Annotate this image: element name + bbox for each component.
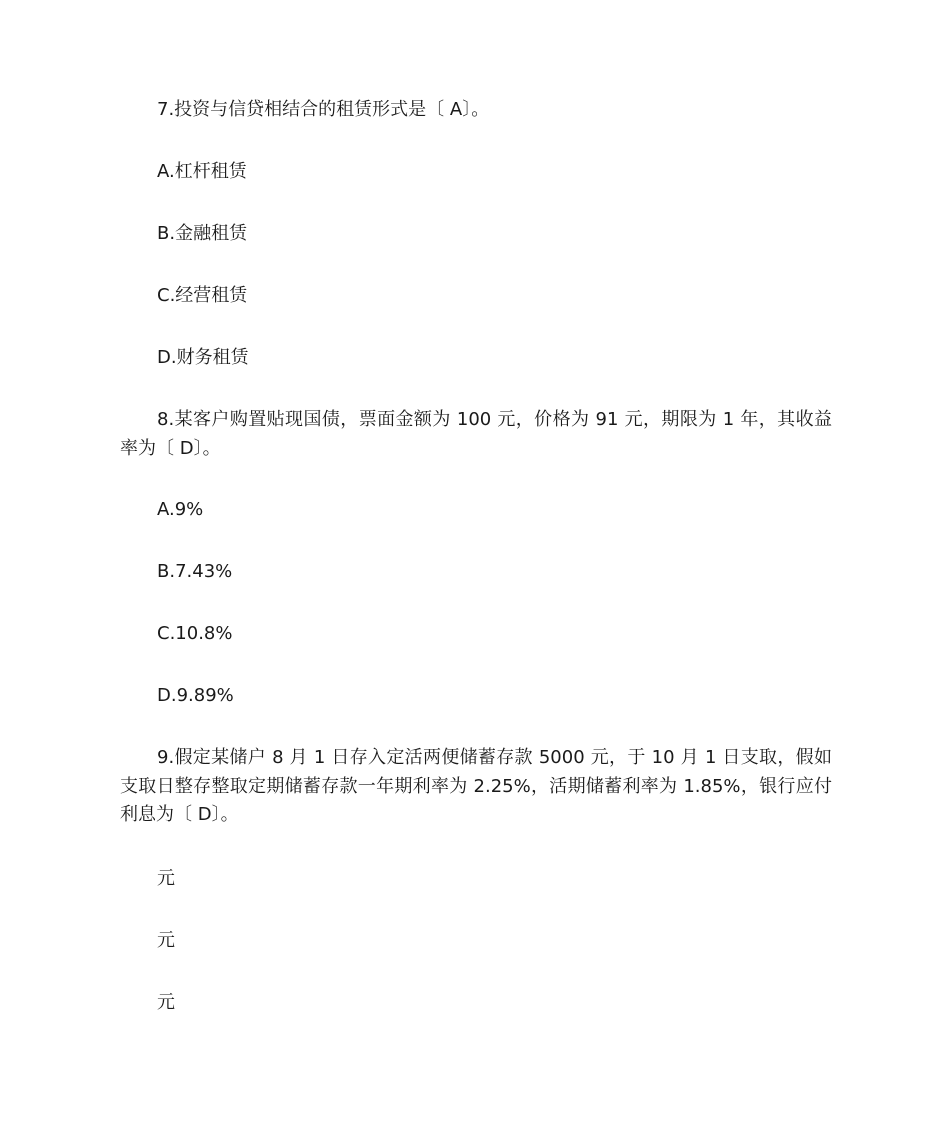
question-7-option-c: C.经营租赁	[157, 285, 248, 306]
question-7-stem: 7.投资与信贷相结合的租赁形式是〔 A〕。	[157, 99, 490, 120]
question-8-option-c: C.10.8%	[157, 623, 233, 644]
question-9-option-2: 元	[157, 930, 175, 951]
question-7-option-d: D.财务租赁	[157, 347, 249, 368]
question-8-stem: 8.某客户购置贴现国债，票面金额为 100 元，价格为 91 元，期限为 1 年，其收益率为〔 D〕。	[120, 409, 832, 459]
question-8-option-a: A.9%	[157, 499, 204, 520]
question-8-option-b: B.7.43%	[157, 561, 233, 582]
question-9-option-3: 元	[157, 992, 175, 1013]
question-9-stem: 9.假定某储户 8 月 1 日存入定活两便储蓄存款 5000 元，于 10 月 1 日支取，假如支取日整存整取定期储蓄存款一年期利率为 2.25%，活期储蓄利率为 1.85%，银行应付利息为〔 D〕。	[120, 747, 832, 825]
question-7-option-a: A.杠杆租赁	[157, 161, 247, 182]
question-7-option-b: B.金融租赁	[157, 223, 248, 244]
question-8-option-d: D.9.89%	[157, 685, 234, 706]
question-9-option-1: 元	[157, 868, 175, 889]
